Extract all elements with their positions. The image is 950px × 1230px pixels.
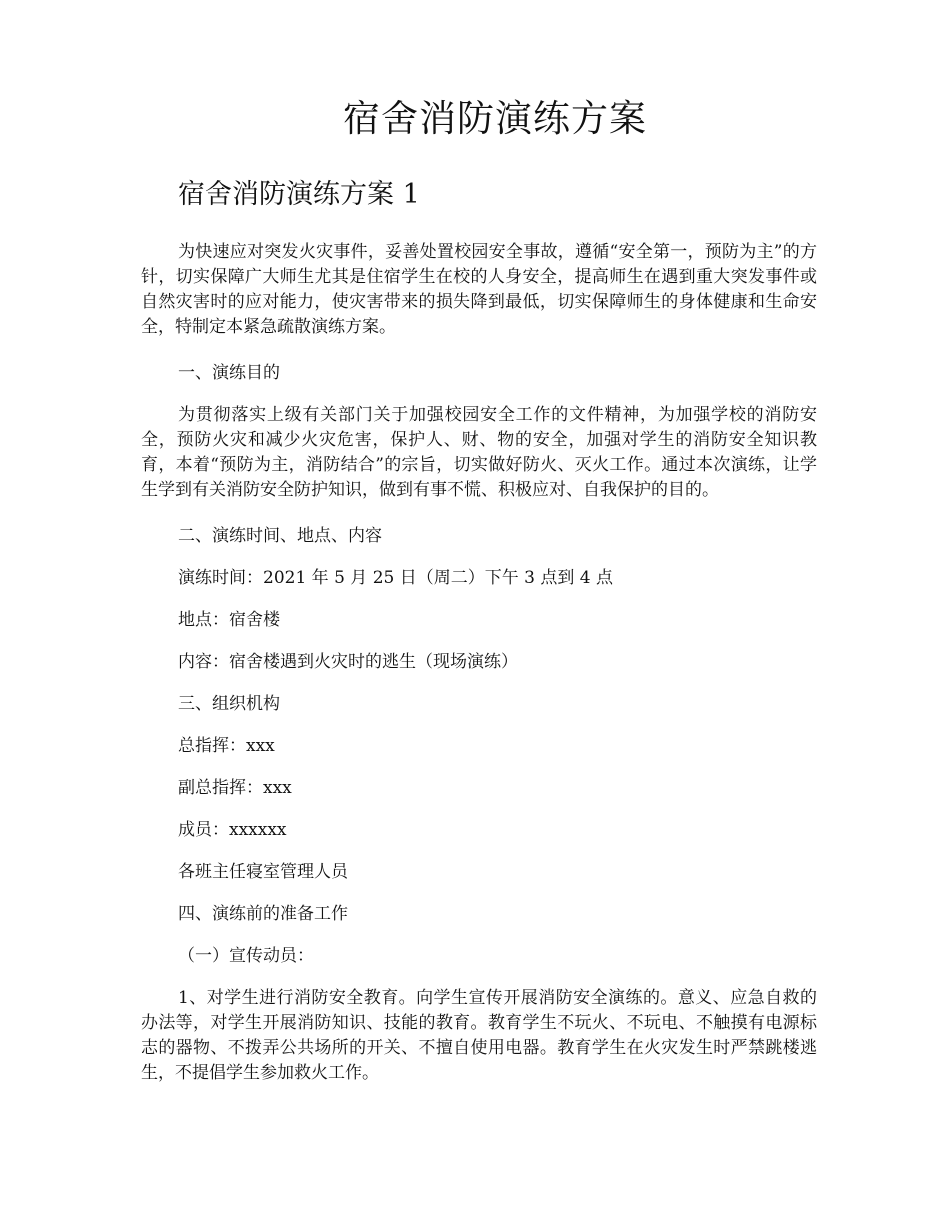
- drill-location: 地点：宿舍楼: [178, 610, 280, 630]
- members: 成员：xxxxxx: [178, 820, 287, 840]
- deputy-commander: 副总指挥：xxx: [178, 778, 292, 798]
- education-paragraph: 1、对学生进行消防安全教育。向学生宣传开展消防安全演练的。意义、应急自救的办法等，对学生开展消防知识、技能的教育。教育学生不玩火、不玩电、不触摸有电源标志的器物、不拨弄公共场所的开关、不擅自使用电器。教育学生在火灾发生时严禁跳楼逃生，不提倡学生参加救火工作。: [141, 988, 817, 1083]
- chief-commander: 总指挥：xxx: [178, 736, 275, 756]
- section-heading-organization: 三、组织机构: [178, 694, 280, 714]
- purpose-paragraph: 为贯彻落实上级有关部门关于加强校园安全工作的文件精神，为加强学校的消防安全，预防火灾和减少火灾危害，保护人、财、物的安全，加强对学生的消防安全知识教育，本着“预防为主，消防结合”的宗旨，切实做好防火、灭火工作。通过本次演练，让学生学到有关消防安全防护知识，做到有事不慌、积极应对、自我保护的目的。: [141, 405, 817, 500]
- drill-time: 演练时间：2021 年 5 月 25 日（周二）下午 3 点到 4 点: [178, 568, 613, 588]
- section-heading-purpose: 一、演练目的: [178, 363, 280, 383]
- document-body: [141, 240, 817, 1107]
- intro-paragraph: 为快速应对突发火灾事件，妥善处置校园安全事故，遵循“安全第一，预防为主”的方针，切实保障广大师生尤其是住宿学生在校的人身安全，提高师生在遇到重大突发事件或自然灾害时的应对能力，使灾害带来的损失降到最低，切实保障师生的身体健康和生命安全，特制定本紧急疏散演练方案。: [141, 242, 817, 337]
- document-title: 宿舍消防演练方案: [343, 97, 647, 140]
- section-heading-preparation: 四、演练前的准备工作: [178, 904, 348, 924]
- staff-line: 各班主任寝室管理人员: [178, 862, 348, 882]
- drill-content: 内容：宿舍楼遇到火灾时的逃生（现场演练）: [178, 652, 518, 672]
- document-subtitle: 宿舍消防演练方案 1: [178, 179, 420, 210]
- section-heading-time-place: 二、演练时间、地点、内容: [178, 526, 382, 546]
- subsection-publicity: （一）宣传动员：: [178, 946, 314, 966]
